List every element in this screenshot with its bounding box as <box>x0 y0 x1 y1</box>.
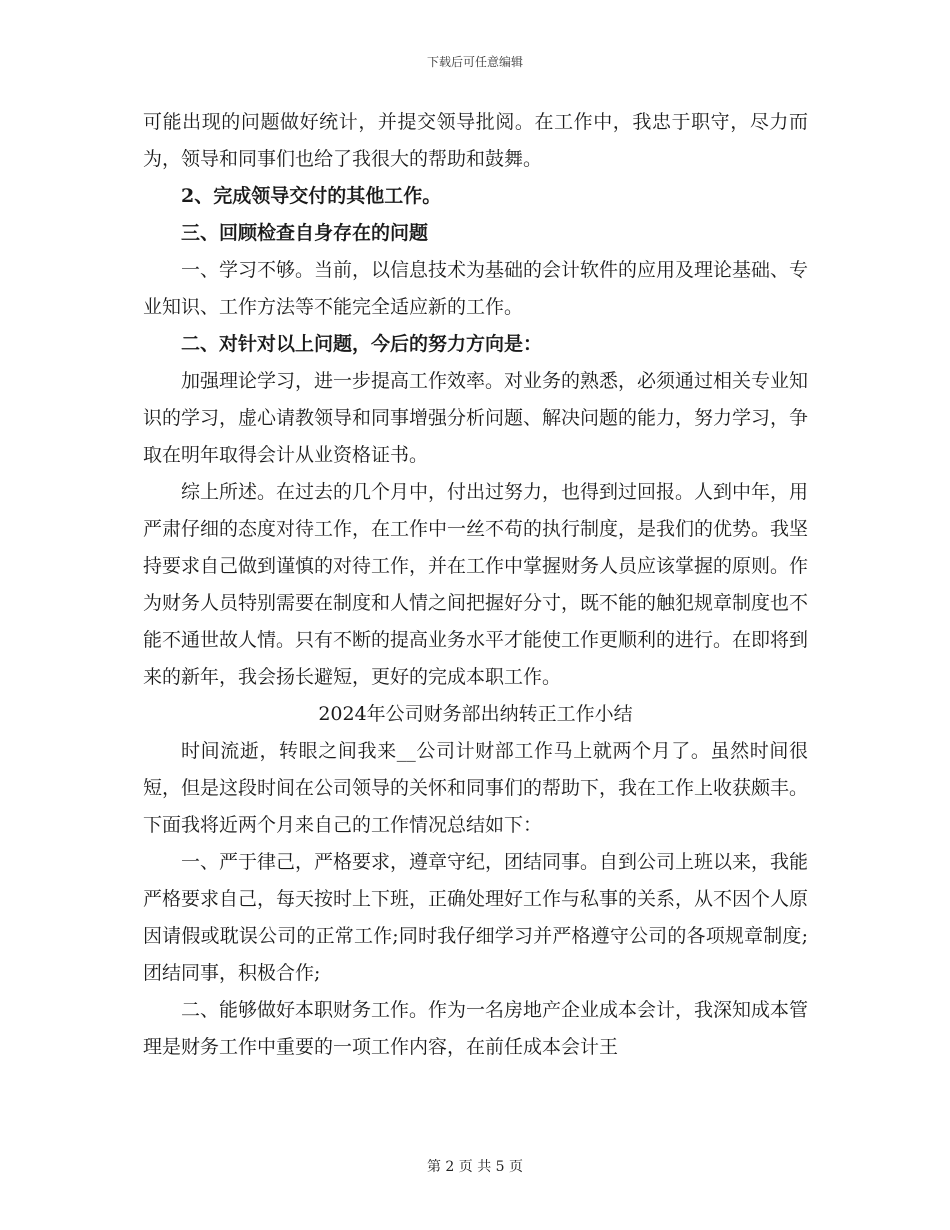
document-title: 2024年公司财务部出纳转正工作小结 <box>318 703 633 725</box>
paragraph: 一、学习不够。当前，以信息技术为基础的会计软件的应用及理论基础、专业知识、工作方法等不能完全适应新的工作。 <box>143 259 809 318</box>
paragraph: 可能出现的问题做好统计，并提交领导批阅。在工作中，我忠于职守，尽力而为，领导和同事们也给了我很大的帮助和鼓舞。 <box>143 111 808 170</box>
paragraph-bold: 2、完成领导交付的其他工作。 <box>181 185 442 207</box>
section-heading: 三、回顾检查自身存在的问题 <box>181 222 429 244</box>
paragraph: 综上所述。在过去的几个月中，付出过努力，也得到过回报。人到中年，用严肃仔细的态度对待工作，在工作中一丝不苟的执行制度，是我们的优势。我坚持要求自己做到谨慎的对待工作，并在工作中掌握财务人员应该掌握的原则。作为财务人员特别需要在制度和人情之间把握好分寸，既不能的触犯规章制度也不能不通世故人情。只有不断的提高业务水平才能使工作更顺利的进行。在即将到来的新年，我会扬长避短，更好的完成本职工作。 <box>143 481 809 688</box>
section-heading: 二、对针对以上问题，今后的努力方向是： <box>181 333 543 355</box>
page-header: 下载后可任意编辑 <box>426 55 523 69</box>
paragraph: 一、严于律己，严格要求，遵章守纪，团结同事。自到公司上班以来，我能严格要求自己，每天按时上下班，正确处理好工作与私事的关系，从不因个人原因请假或耽误公司的正常工作;同时我仔细学习并严格遵守公司的各项规章制度;团结同事，积极合作; <box>143 851 809 984</box>
page-footer: 第 2 页 共 5 页 <box>426 1159 524 1175</box>
paragraph: 加强理论学习，进一步提高工作效率。对业务的熟悉，必须通过相关专业知识的学习，虚心请教领导和同事增强分析问题、解决问题的能力，努力学习，争取在明年取得会计从业资格证书。 <box>143 370 809 466</box>
paragraph: 时间流逝，转眼之间我来__公司计财部工作马上就两个月了。虽然时间很短，但是这段时间在公司领导的关怀和同事们的帮助下，我在工作上收获颇丰。下面我将近两个月来自己的工作情况总结如下： <box>143 740 809 836</box>
paragraph: 二、能够做好本职财务工作。作为一名房地产企业成本会计，我深知成本管理是财务工作中重要的一项工作内容，在前任成本会计王 <box>143 999 809 1058</box>
document-body <box>143 104 808 1066</box>
